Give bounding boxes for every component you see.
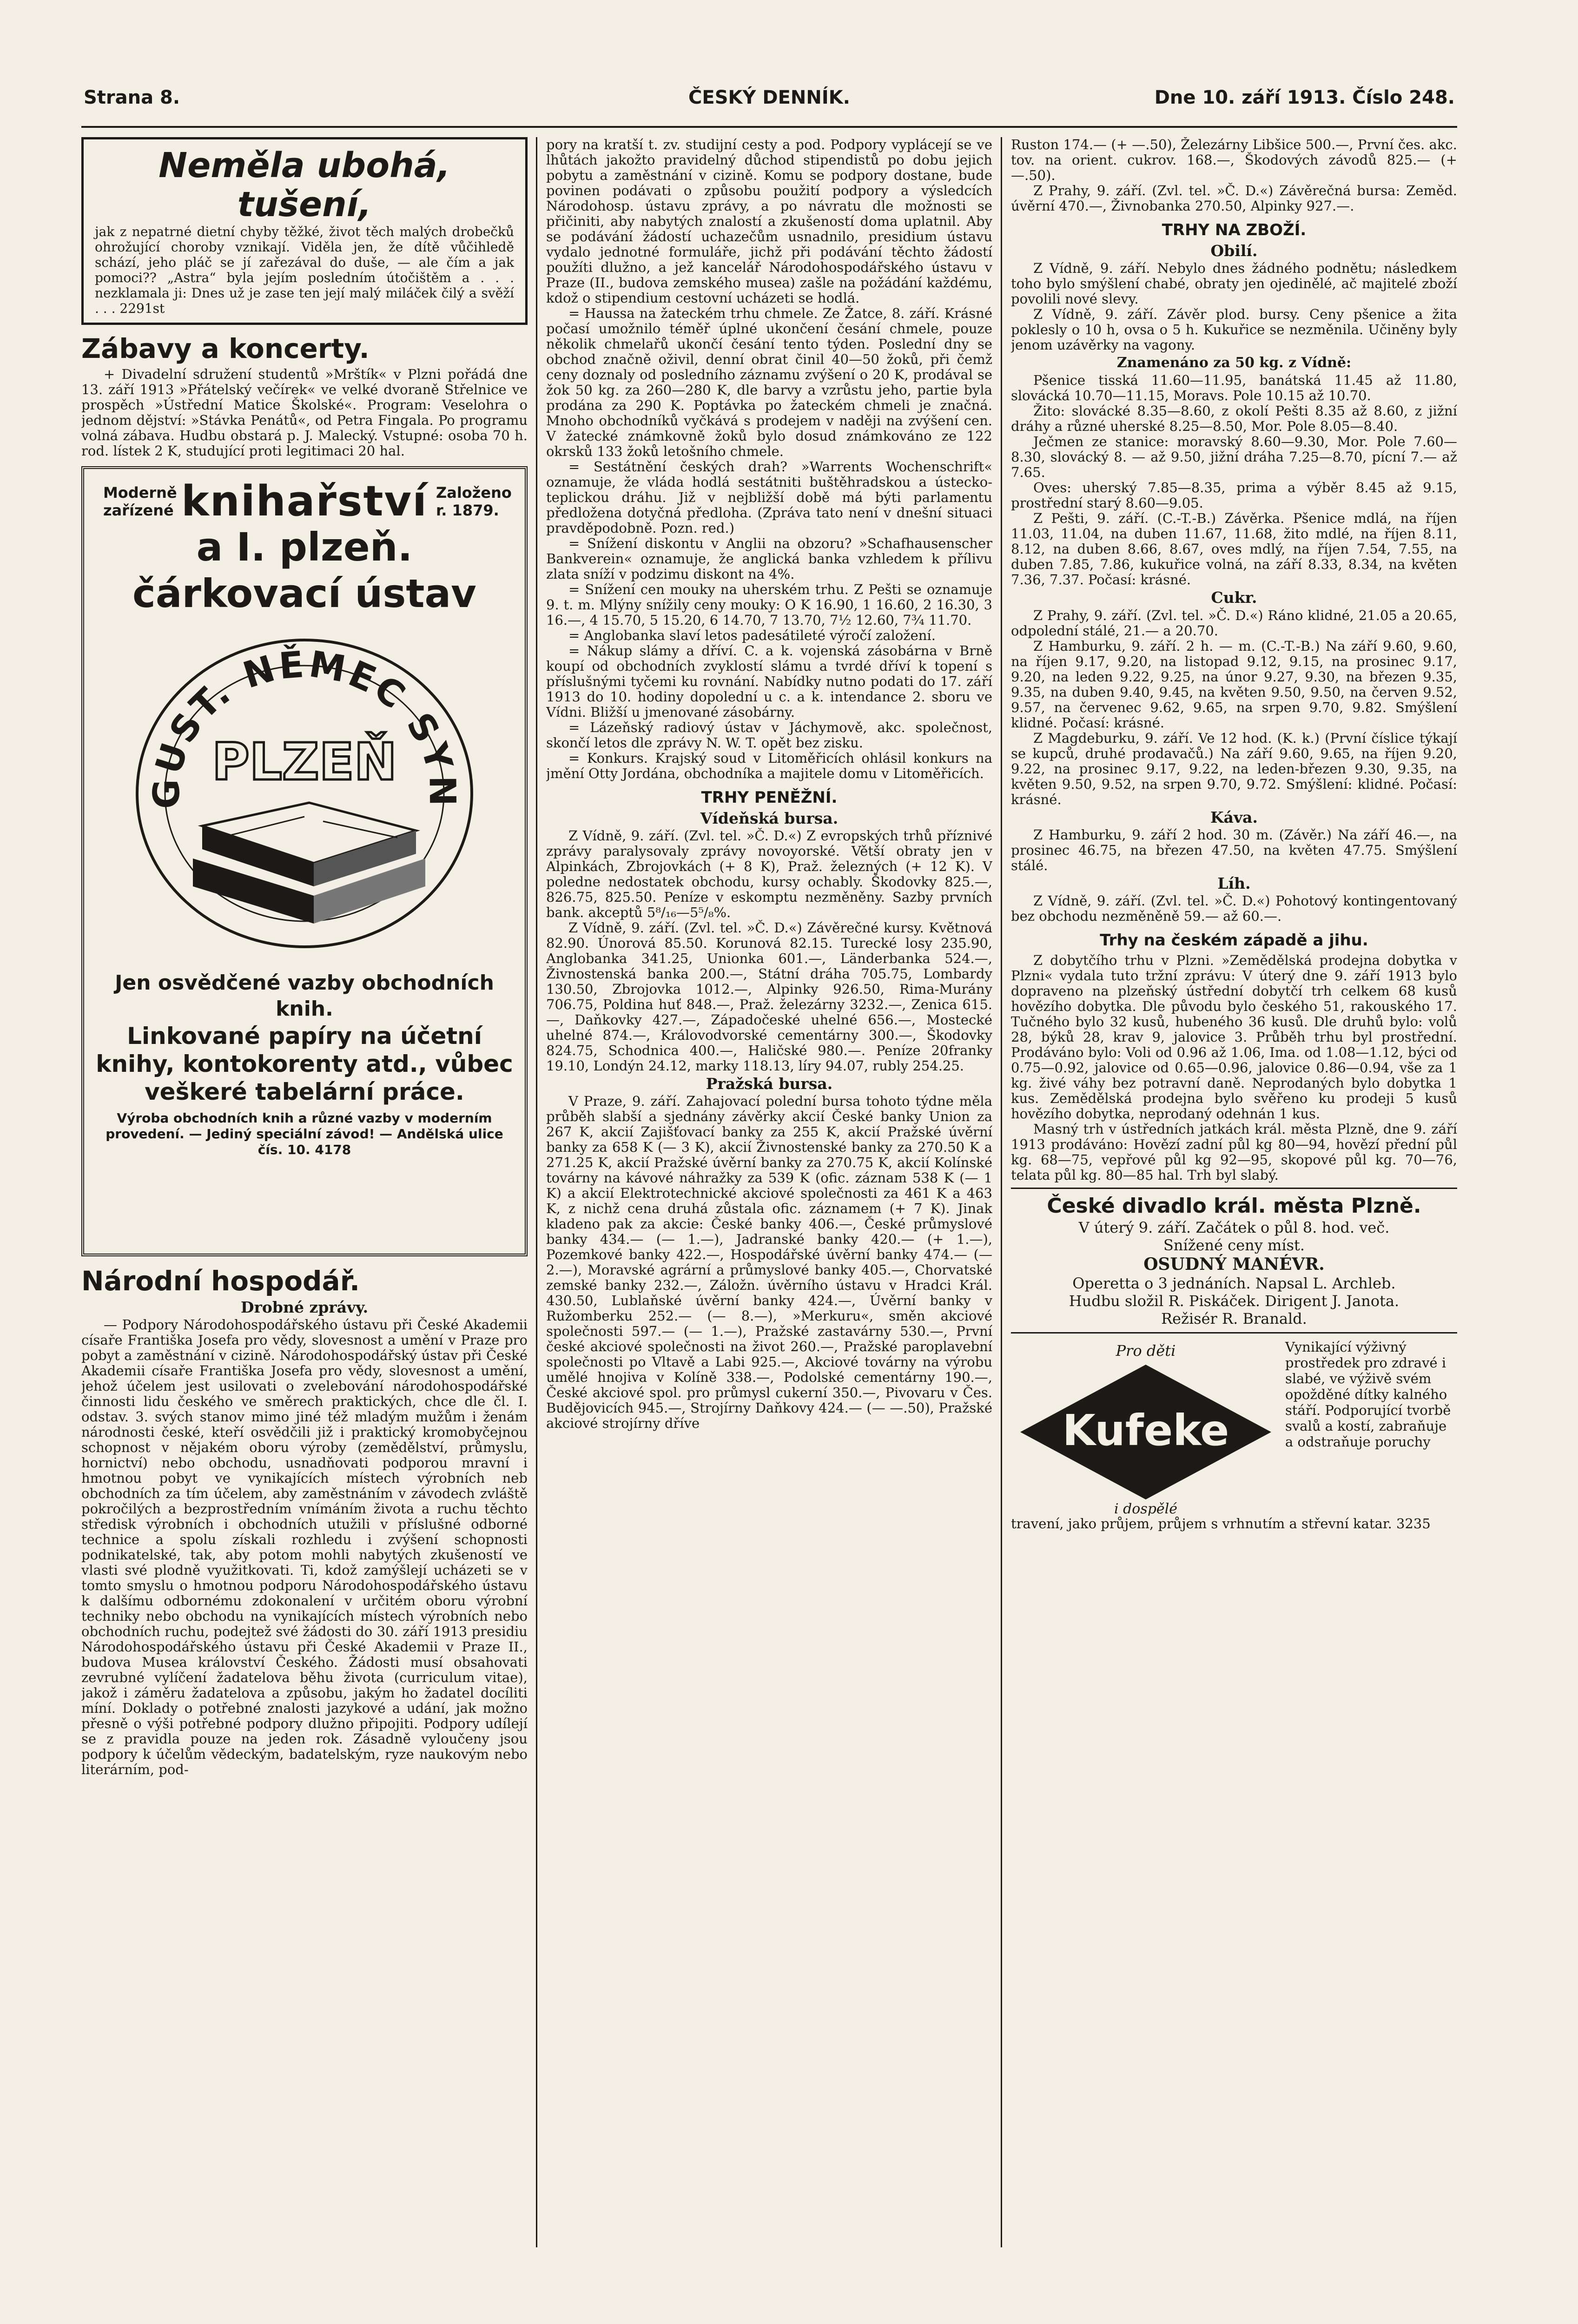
page-header	[81, 86, 1457, 128]
column-3	[1011, 137, 1457, 1562]
subsection-obili: Obilí.	[1210, 242, 1258, 260]
kufeke-top: Pro děti	[1116, 1342, 1176, 1360]
subsection-prazska-bursa: Pražská bursa.	[706, 1075, 833, 1093]
theatre-notice	[1011, 1194, 1457, 1327]
article-cukr-1: Z Prahy, 9. září. (Zvl. tel. »Č. D.«) Ráno klidné, 21.05 a 20.65, odpolední stálé, 21.— a 20.70.	[1011, 607, 1457, 639]
section-title-narodni-hospodar: Národní hospodář.	[81, 1265, 360, 1297]
kufeke-advert	[1011, 1339, 1457, 1562]
theatre-operetta: Operetta o 3 jednáních. Napsal L. Archleb.	[1072, 1274, 1396, 1293]
article-kava: Z Hamburku, 9. září 2 hod. 30 m. (Závěr.) Na září 46.—, na prosinec 46.75, na březen 47.50, na květen 47.75. Smýšlení stálé.	[1011, 826, 1457, 873]
ad-knihar: knihařství	[181, 477, 428, 526]
theatre-time: V úterý 9. září. Začátek o půl 8. hod. več.	[1078, 1219, 1390, 1237]
article-nakup-slamy: = Nákup slámy a dříví. C. a k. vojenská zásobárna v Brně koupí od obchodních zvyklostí slámu a tvrdé dříví k topení s příslušnými tyčemi ku rovnání. Nabídky nutno podati do 17. září 1913 do 10. hodiny dopolední u c. a k. intendance 2. sboru ve Vídni. Bližší u jmenované zásobárny.	[546, 643, 992, 720]
theatre-name: České divadlo král. města Plzně.	[1047, 1194, 1421, 1218]
page-number: Strana 8.	[84, 87, 180, 108]
article-oves: Oves: uherský 7.85—8.35, prima a výběr 8.45 až 9.15, prostřední starý 8.60—9.05.	[1011, 480, 1457, 511]
ad-plzen-ustav: a I. plzeň. čárkovací ústav	[132, 524, 476, 616]
subsection-lih: Líh.	[1217, 874, 1251, 892]
article-podpory: — Podpory Národohospodářského ústavu při České Akademii císaře Františka Josefa pro vědy, slovesnost a umění v Praze pro pobyt a zaměstnání v cizině. Národohospodářský ústav při České Akademii císaře Františka Josefa pro vědy, slovesnost a umění, jehož účelem jest usilovati o zvelebování národohospodářské činnosti lidu českého ve směrech praktických, chce dle čl. I. odstav. 3. svých stanov mimo jiné též mladým mužům i ženám národnosti české, kteří osvědčili již i praktický kromobyčejnou schopnost v nějakém oboru výroby (zemědělství, průmyslu, hornictví) nebo obchodu, usnadňovati podporou mravní i hmotnou pobyt ve vynikajících místech výrobních neb obchodních za tím účelem, aby zaměstnáním v závodech zvláště pokročilých a bezprostředním vnímáním života a ruchu těchto středisk výrobních i obchodních utužili v příslušné odborné technice a spolu získali rozhledu i zvýšení schopnosti podnikatelské, tak, aby potom mohli nabytých zkušeností ve vlasti své plodně využitkovati. Ti, kdož zamýšlejí ucházeti se v tomto smyslu o hmotnou podporu Národohospodářského ústavu k dalšímu odbornému zdokonalení v určitém oboru výrobní techniky nebo obchodu na vynikajících místech výrobních nebo obchodních ruchu, podejtež své žádosti do 30. září 1913 presidiu Národohospodářského ústavu při České Akademii v Praze II., budova Musea království Českého. Žádosti musí obsahovati zevrubné vylíčení žadatelova běhu života (curriculum vitae), jakož i záměru žadatelova a způsobu, jakým ho žadatel docíliti míní. Doklady o potřebné znalosti jazykové a udání, jak možno přesně o výši potřebné podpory dlužno připojiti. Podpory udílejí se z pravidla pouze na jeden rok. Zásadně vyloučeny jsou podpory k účelům vědeckým, badatelským, ryze naukovým nebo literárním, pod-	[81, 1317, 528, 1778]
book-logo-icon	[119, 626, 490, 961]
ad-zalozeno: Založeno r. 1879.	[436, 484, 512, 519]
article-jecmen: Ječmen ze stanice: moravský 8.60—9.30, Mor. Pole 7.60—8.30, slovácký 8. — až 9.50, jižní dráha 7.25—8.70, pícní 7.— až 7.65.	[1011, 434, 1457, 481]
article-psenice: Pšenice tisská 11.60—11.95, banátská 11.45 až 11.80, slovácká 10.70—11.15, Moravs. Pole 10.15 až 10.70.	[1011, 372, 1457, 404]
column-1	[81, 137, 528, 1777]
ad-moderne: Moderně zařízené	[103, 484, 177, 519]
article-cukr-3: Z Magdeburku, 9. září. Ve 12 hod. (K. k.) (První číslice týkají se kupců, druhé prodavačů.) Na září 9.60, 9.65, na říjen 9.20, 9.22, na prosinec 9.17, 9.22, na leden-březen 9.30, 9.35, na květen 9.50, 9.52, na srpen 9.70, 9.72. Smýšlení: klidné. Počasí: krásné.	[1011, 730, 1457, 807]
article-praha-1: V Praze, 9. září. Zahajovací polední bursa tohoto týdne měla průběh slabší a sjednány závěrky akcií České banky Union za 267 K, akcií Zajišťovací banky za 255 K, akcií Pražské úvěrní banky za 658 K (— 3 K), akcií Živnostenské banky za 270.50 K a 271.25 K, akcií Pražské úvěrní banky za 270.75 K, akcií Kolínské továrny na kávové náhražky za 539 K (ofic. záznam 538 K (— 1 K) a akcií Elektrotechnické akciové společnosti za 461 K a 463 K, z nichž cena druhá zůstala ofic. záznamem (+ 7 K). Jinak kladeno pak za akcie: České banky 406.—, České průmyslové banky 434.— (— 1.—), Jadranské banky 420.— (+ 1.—), Pozemkové banky 422.—, Hospodářské úvěrní banky 474.— (— 2.—), Moravské agrární a průmyslové banky 405.—, Chorvatské zemské banky 232.—, Záložn. úvěrního ústavu v Hradci Král. 430.50, Lublaňské úvěrní banky 424.—, Úvěrní banky v Ružomberku 252.— (— 8.—), »Merkuru«, směn akciové společnosti 597.— (— 1.—), Pražské zastavárny 530.—, První české akciové společnosti na život 260.—, Pražské paroplavební společnosti po Vltavě a Labi 925.—, Akciové továrny na výrobu umělé hnojiva v Kolíně 338.—, Podolské cementárny 190.—, České akciové spol. pro průmysl cukerní 350.—, Pivovaru v Čes. Budějovicích 945.—, Strojírny Daňkovy 424.— (— —.50), Pražské akciové strojírny dříve	[546, 1093, 992, 1432]
astra-advert-title: Neměla ubohá, tušení,	[158, 145, 450, 224]
column-divider-2	[1001, 137, 1002, 2247]
kufeke-sub: i dospělé	[1114, 1501, 1178, 1516]
subsection-kava: Káva.	[1210, 808, 1258, 826]
bookbinder-advert	[81, 466, 528, 1256]
kufeke-name: Kufeke	[1062, 1406, 1229, 1456]
article-podpory-continued: pory na kratší t. zv. studijní cesty a pod. Podpory vyplácejí se ve lhůtách jakožto pravidelný důchod stipendistů po dobu jejich pobytu a zaměstnání v cizině. Komu se podpory dostane, bude povinen podávati o způsobu použití podpory a výsledcích Národohosp. ústavu zprávy, a po návratu dle možnosti se přičiniti, aby nabytých znalostí a zkušeností doma uplatnil. Aby se podávání žádostí uchazečům usnadnilo, presidium ústavu vydalo jednotné formuláře, jichž při podávání těchto žádostí použíti dlužno, a jež kancelář Národohospodářského ústavu v Praze (II., budova zemského musea) zašle na požádání každému, kdož o stipendium cestovní ucházeti se hodlá.	[546, 137, 992, 306]
ad-logo-city: PLZEŇ	[212, 732, 397, 792]
article-konkurs: = Konkurs. Krajský soud v Litoměřicích ohlásil konkurs na jmění Otty Jordána, obchodníka a majitele domu v Litoměřicích.	[546, 750, 992, 781]
astra-advert	[81, 137, 528, 325]
article-masny-trh: Masný trh v ústředních jatkách král. města Plzně, dne 9. září 1913 prodáváno: Hovězí zadní půl kg 80—94, hovězí přední půl kg. 68—75, vepřové půl kg 92—95, skopové půl kg. 70—76, telata půl kg. 80—85 hal. Trh byl slabý.	[1011, 1121, 1457, 1183]
article-praha-continued: Ruston 174.— (+ —.50), Železárny Libšice 500.—, První čes. akc. tov. na orient. cukrov. 168.—, Škodových závodů 825.— (+ —.50).	[1011, 137, 1457, 183]
article-haussa-chmele: = Haussa na žateckém trhu chmele. Ze Žatce, 8. září. Krásné počasí umožnilo téměř úplné ukončení česání chmele, pouze několik chmelařů ukončí česání tento týden. Poslední dny se obchod značně oživil, denní obrat činil 40—50 žoků, při čemž ceny doznaly od posledního záznamu zvýšení o 20 K, prodával se žok 50 kg. za 260—280 K, dle barvy a vzrůstu jeho, partie byla prodána za 290 K. Poptávka po žateckém chmeli je značná. Mnoho obchodníků vyčkává s prodejem v naději na zvýšení cen. V žatecké známkovně žoků bylo dosud známkováno ze 122 okrsků 133 žoků letošního chmele.	[546, 305, 992, 459]
article-divadelni-sdruzeni: + Divadelní sdružení studentů »Mrštík« v Plzni pořádá dne 13. září 1913 »Přátelský večírek« ve velké dvoraně Střelnice ve prospěch »Ústřední Matice Školské«. Program: Veselohra o jednom dějství: »Stávka Penátů«, od Petra Fingala. Po programu volná zábava. Hudbu obstará p. J. Malecký. Vstupné: osoba 70 h. rod. lístek 2 K, studující proti legitimaci 20 hal.	[81, 366, 528, 459]
article-lazensky-ustav: = Lázeňský radiový ústav v Jáchymově, akc. společnost, skončí letos dle zprávy N. W. T. opět bez zisku.	[546, 720, 992, 751]
article-obili-1: Z Vídně, 9. září. Nebylo dnes žádného podnětu; následkem toho bylo smýšlení chabé, obraty jen ojedinělé, ač majitelé zboží povolili nové slevy.	[1011, 260, 1457, 307]
article-obili-2: Z Vídně, 9. září. Závěr plod. bursy. Ceny pšenice a žita poklesly o 10 h, ovsa o 5 h. Kukuřice se nezměnila. Učiněny byly jenom uzávěrky na vagony.	[1011, 306, 1457, 353]
issue-date: Dne 10. září 1913. Číslo 248.	[1154, 87, 1455, 108]
newspaper-title: ČESKÝ DENNÍK.	[688, 87, 850, 108]
ad-line-vazby: Jen osvědčené vazby obchodních knih.	[115, 971, 494, 1021]
article-cena-mouky: = Snížení cen mouky na uherském trhu. Z Pešti se oznamuje 9. t. m. Mlýny snížily ceny mouky: O K 16.90, 1 16.60, 2 16.30, 3 16.—, 4 15.70, 5 15.20, 6 14.70, 7 13.70, 7½ 12.60, 7¾ 11.70.	[546, 581, 992, 628]
astra-advert-text: jak z nepatrné dietní chyby těžké, život těch malých drobečků ohrožující choroby vznikají. Viděla jen, že dítě vůčihledě schází, jeho pláč se jí zařezával do duše, — ale čím a jak pomoci?? „Astra“ byla jejím posledním útočištěm a . . . nezklamala ji: Dnes už je zase ten její malý miláček čilý a svěží . . . 2291st	[95, 224, 514, 316]
subsection-cukr: Cukr.	[1211, 588, 1257, 607]
divider	[1011, 1332, 1457, 1334]
section-title-trhy-penezni: TRHY PENĚŽNÍ.	[701, 788, 838, 807]
ad-logo-top: GUST. NĚMEC SYN	[145, 643, 463, 809]
ad-footer: Výroba obchodních knih a různé vazby v moderním provedení. — Jediný speciální závod! — Andělská ulice čís. 10. 4178	[106, 1110, 503, 1157]
subsection-znamenano: Znamenáno za 50 kg. z Vídně:	[1116, 355, 1352, 371]
article-diskont-anglie: = Snížení diskontu v Anglii na obzoru? »Schafhausenscher Bankverein« oznamuje, že anglická banka vzhledem k přílivu zlata sníží v podzimu diskont na 4%.	[546, 535, 992, 582]
article-dobytci-trh: Z dobytčího trhu v Plzni. »Zemědělská prodejna dobytka v Plzni« vydala tuto tržní zprávu: V úterý dne 9. září 1913 bylo dopraveno na plzeňský ústřední dobytčí trh celkem 68 kusů hovězího dobytka. Dle původu bylo českého 51, rakouského 17. Tučného bylo 32 kusů, hubeného 36 kusů. Dle druhů bylo: volů 28, býků 28, krav 9, jalovice 3. Průběh trhu byl prostřední. Prodáváno bylo: Voli od 0.96 až 1.06, Ima. od 1.08—1.12, býci od 0.75—0.92, jalovice od 0.65—0.96, jalovice 0.86—0.94, vše za 1 kg. živé váhy bez potravní daně. Neprodaných bylo dobytka 1 kus. Zemědělská prodejna bylo svěřeno ku prodeji 5 kusů hovězího dobytka, neprodaný odehnán 1 kus.	[1011, 952, 1457, 1122]
theatre-director: Režisér R. Branald.	[1161, 1310, 1307, 1328]
kufeke-footer: travení, jako průjem, průjem s vrhnutím a střevní katar. 3235	[1011, 1516, 1431, 1532]
article-pest: Z Pešti, 9. září. (C.-T.-B.) Závěrka. Pšenice mdlá, na říjen 11.03, 11.04, na duben 11.67, 11.68, žito mdlé, na říjen 8.11, 8.12, na duben 8.66, 8.67, oves mdlý, na říjen 7.54, 7.55, na duben 7.85, 7.86, kukuřice volná, na září 8.33, 8.34, na květen 7.36, 7.37. Počasí: krásné.	[1011, 510, 1457, 588]
theatre-prices: Snížené ceny míst.	[1163, 1236, 1305, 1254]
kufeke-logo-icon	[1011, 1339, 1281, 1516]
article-zito: Žito: slovácké 8.35—8.60, z okolí Pešti 8.35 až 8.60, z jižní dráhy a různé uherské 8.25—8.50, Mor. Pole 8.05—8.40.	[1011, 403, 1457, 435]
article-sestatneni-drah: = Sestátnění českých drah? »Warrents Wochenschrift« oznamuje, že vláda hodlá sestátniti buštěhradskou a ústecko-teplickou dráhu. Již v nejbližší době má býti parlamentu předložena dotyčná předloha. (Zpráva tato není v dnešní situaci pravděpodobně. Pozn. red.)	[546, 459, 992, 536]
kufeke-description: Vynikající výživný prostředek pro zdravé i slabé, ve výživě svém opožděné dítky kalného stáří. Podporující tvorbě svalů a kostí, zabraňuje a odstraňuje poruchy	[1285, 1339, 1451, 1450]
section-title-trhy-cesky-zapad: Trhy na českém západě a jihu.	[1100, 931, 1368, 950]
subsection-videnska-bursa: Vídeňská bursa.	[700, 809, 839, 827]
article-anglobanka: = Anglobanka slaví letos padesátileté výročí založení.	[568, 627, 936, 643]
section-title-trhy-zbozi: TRHY NA ZBOŽÍ.	[1162, 221, 1307, 239]
divider	[1011, 1188, 1457, 1189]
ad-line-papiry: Linkované papíry na účetní knihy, kontokorenty atd., vůbec veškeré tabelární práce.	[96, 1023, 513, 1105]
column-divider-1	[536, 137, 537, 2247]
section-title-zabavy: Zábavy a koncerty.	[81, 333, 370, 364]
article-viden-2: Z Vídně, 9. září. (Zvl. tel. »Č. D.«) Závěrečné kursy. Květnová 82.90. Únorová 85.50. Korunová 82.15. Turecké losy 235.90, Anglobanka 341.25, Unionka 601.—, Länderbanka 524.—, Živnostenská banka 200.—, Státní dráha 705.75, Lombardy 130.50, Zbrojovka 1012.—, Alpinky 926.50, Rima-Murány 706.75, Poldina huť 848.—, Praž. železárny 3232.—, Zenica 615.—, Daňkovky 427.—, Západočeské uhelné 656.—, Mostecké uhelné 874.—, Královodvorské cementárny 300.—, Škodovky 824.75, Schodnica 400.—, Haličské 980.—. Peníze 20franky 19.10, Londýn 24.12, marky 118.13, líry 94.07, rubly 254.25.	[546, 920, 992, 1074]
newspaper-page	[81, 86, 1457, 2252]
theatre-music: Hudbu složil R. Piskáček. Dirigent J. Janota.	[1069, 1292, 1400, 1310]
article-praha-2: Z Prahy, 9. září. (Zvl. tel. »Č. D.«) Závěrečná bursa: Zeměd. úvěrní 470.—, Živnobanka 270.50, Alpinky 927.—.	[1011, 183, 1457, 214]
column-2	[546, 137, 992, 1431]
article-viden-1: Z Vídně, 9. září. (Zvl. tel. »Č. D.«) Z evropských trhů příznivé zprávy paralysovaly zprávy novoyorské. Větší obraty jen v Alpinkách, Zbrojovkách (+ 8 K), Praž. železných (+ 12 K). V poledne nedostatek obchodu, kursy ochably. Škodovky 825.—, 826.75, 825.50. Peníze v eskomptu nezměněny. Sazby prvních bank. akceptů 5⁸/₁₆—5⁵/₈%.	[546, 828, 992, 921]
article-lih: Z Vídně, 9. září. (Zvl. tel. »Č. D.«) Pohotový kontingentovaný bez obchodu nezměněně 59.— až 60.—.	[1011, 893, 1457, 924]
theatre-play-title: OSUDNÝ MANÉVR.	[1143, 1254, 1325, 1274]
subsection-drobne-zpravy: Drobné zprávy.	[240, 1298, 369, 1316]
article-cukr-2: Z Hamburku, 9. září. 2 h. — m. (C.-T.-B.) Na září 9.60, 9.60, na říjen 9.17, 9.20, na listopad 9.12, 9.15, na prosinec 9.17, 9.20, na leden 9.22, 9.25, na únor 9.27, 9.30, na březen 9.35, 9.35, na duben 9.40, 9.45, na květen 9.50, 9.50, na červen 9.52, 9.57, na červenec 9.62, 9.65, na srpen 9.70, 9.82. Smýšlení klidné. Počasí: krásné.	[1011, 638, 1457, 731]
